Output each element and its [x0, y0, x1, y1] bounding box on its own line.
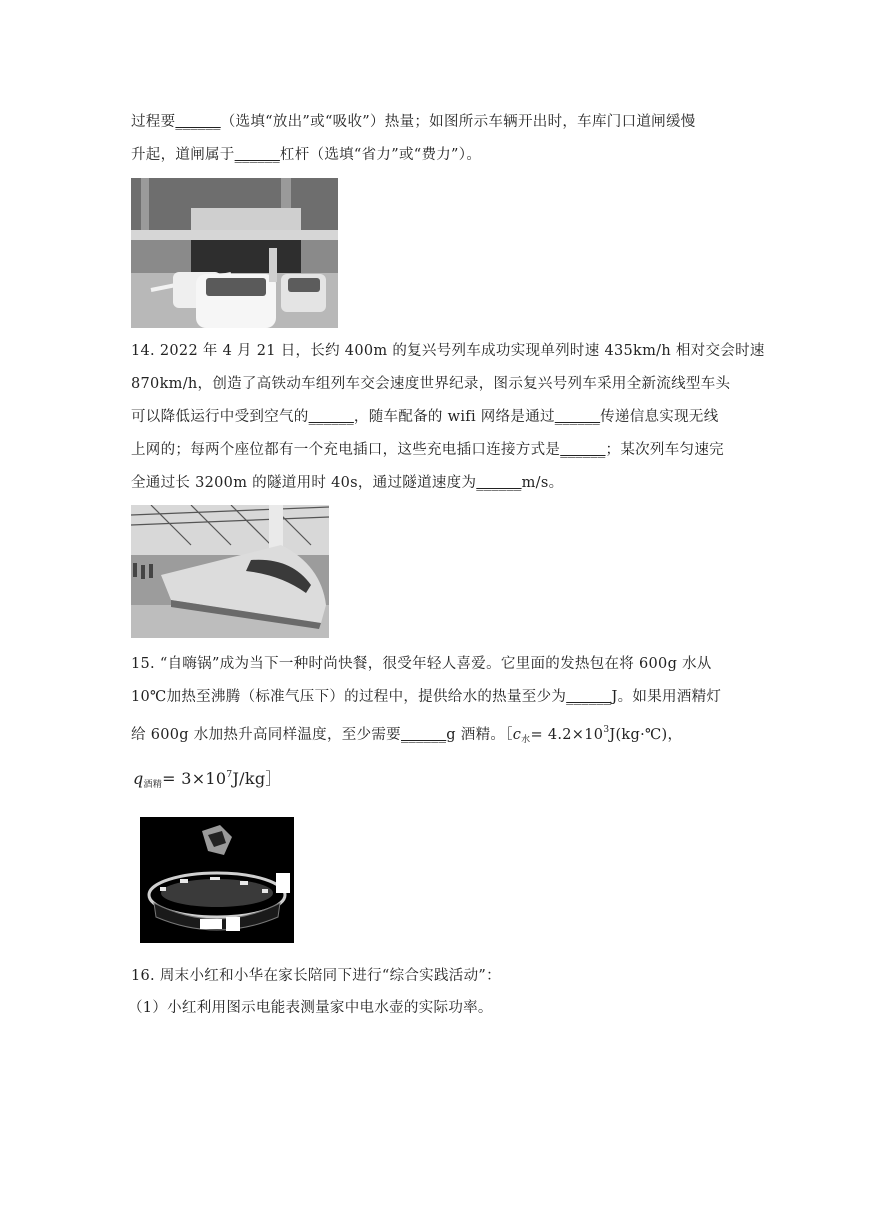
- q15-line-4: $q_{酒精}=$ $3\times 10^7J/kg]$: [133, 769, 282, 790]
- q14-line-3: 可以降低运行中受到空气的______，随车配备的 wifi 网络是通过______传递信息实现无线: [131, 409, 719, 425]
- high-speed-train-photo: [131, 505, 329, 638]
- q15-line-3: 给 600g 水加热升高同样温度，至少需要______g 酒精。$[c_水=$ $4.2\times 10^3J(kg\cdot℃)$，: [131, 725, 683, 745]
- parking-gate-photo: [131, 178, 338, 328]
- heat-value-formula: $q_{酒精}= 3\times 10^7J/kg$: [133, 769, 266, 790]
- q14-line-4: 上网的；每两个座位都有一个充电插口，这些充电插口连接方式是______；某次列车匀速完: [131, 442, 724, 458]
- q14-line-2: 870km/h，创造了高铁动车组列车交会速度世界纪录，图示复兴号列车采用全新流线型车头: [131, 376, 731, 392]
- q14-line-5: 全通过长 3200m 的隧道用时 40s，通过隧道速度为______m/s。: [131, 475, 564, 491]
- answer-blank[interactable]: ______: [175, 114, 221, 130]
- answer-blank[interactable]: ______: [566, 689, 612, 705]
- answer-blank[interactable]: ______: [234, 147, 280, 163]
- q15-line-1: 15. “自嗨锅”成为当下一种时尚快餐，很受年轻人喜爱。它里面的发热包在将 600g 水从: [131, 656, 712, 672]
- q15-line-2: 10℃加热至沸腾（标准气压下）的过程中，提供给水的热量至少为______J。如果用酒精灯: [131, 689, 722, 705]
- q13-line-1: 过程要______（选填“放出”或“吸收”）热量；如图所示车辆开出时，车库门口道闸缓慢: [131, 114, 696, 130]
- answer-blank[interactable]: ______: [476, 475, 522, 491]
- q16-line-1: 16. 周末小红和小华在家长陪同下进行“综合实践活动”：: [131, 968, 501, 984]
- answer-blank[interactable]: ______: [400, 727, 447, 743]
- q16-line-2: （1）小红利用图示电能表测量家中电水壶的实际功率。: [128, 1000, 493, 1016]
- self-heating-pot-photo: [140, 817, 294, 943]
- q13-line-2: 升起，道闸属于______杠杆（选填“省力”或“费力”）。: [131, 147, 482, 163]
- answer-blank[interactable]: ______: [554, 409, 601, 425]
- q14-line-1: 14. 2022 年 4 月 21 日，长约 400m 的复兴号列车成功实现单列时速 435km/h 相对交会时速: [131, 343, 765, 359]
- specific-heat-formula: $c_水=$ $4.2\times 10^3J(kg\cdot℃)$: [512, 725, 668, 745]
- answer-blank[interactable]: ______: [308, 409, 354, 425]
- answer-blank[interactable]: ______: [560, 442, 606, 458]
